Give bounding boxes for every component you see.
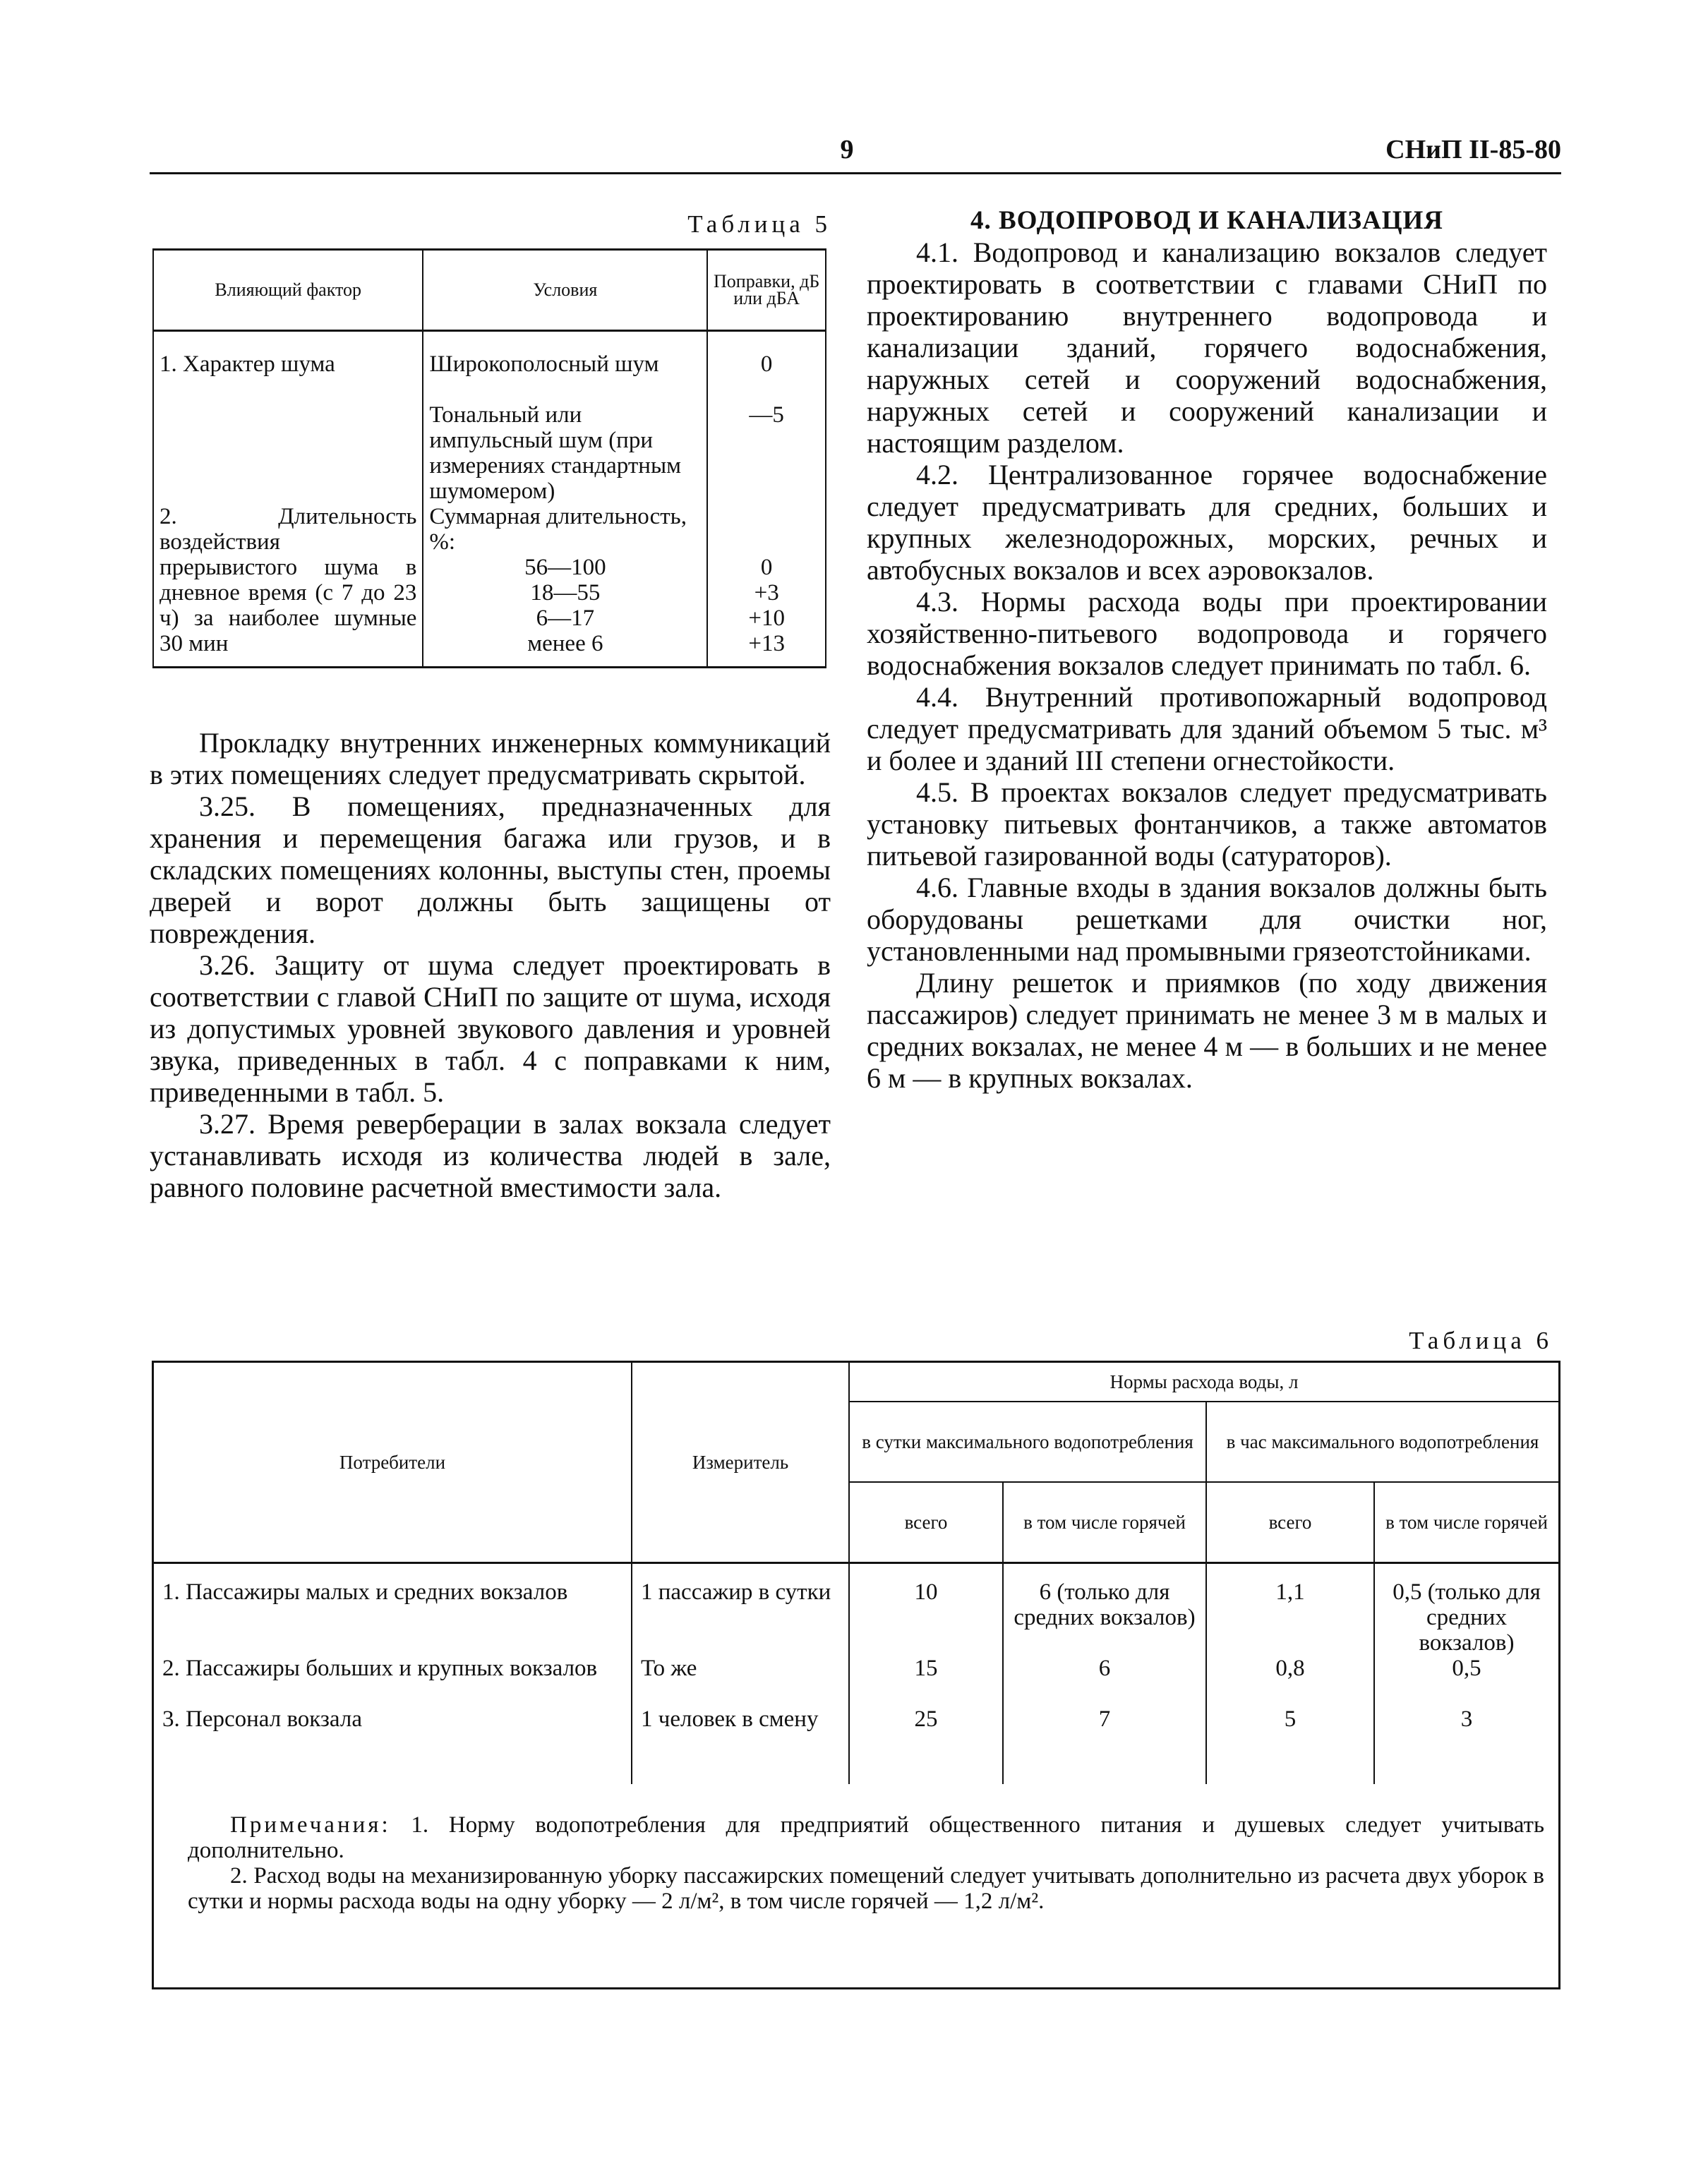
table6-notes: [188, 1812, 1544, 1914]
table6-row1-measure: 1 пассажир в сутки: [632, 1579, 849, 1656]
table5-header-factor: Влияющий фактор: [153, 250, 423, 331]
table6-header-hour-hot: в том числе горячей: [1374, 1482, 1558, 1563]
table6-row3-hour-hot: 3: [1460, 1706, 1473, 1732]
table6-header-consumers: Потребители: [154, 1362, 632, 1563]
table5-row2-val2: 0: [707, 555, 826, 580]
table-row: [154, 1656, 1558, 1706]
table6-note-1: 1. Норму водопотребления для предприятий общественного питания и душевых следует учитывать дополнительно.: [188, 1812, 1544, 1863]
table6-row3-consumer: 3. Персонал вокзала: [154, 1706, 632, 1784]
table5-row2-cond5: менее 6: [423, 631, 707, 668]
table5-row1-cond1: Широкополосный шум: [423, 351, 707, 402]
table6-row1-day-hot: 6 (только для средних вокзалов): [1003, 1579, 1206, 1656]
section-4-paragraph-3: 4.3. Нормы расхода воды при проектировании хозяйственно-питьевого водопровода и горячего водоснабжения вокзалов следует принимать по табл. 6.: [867, 586, 1547, 681]
table6-header-day-total: всего: [849, 1482, 1003, 1563]
table6-row3-day-hot: 7: [1003, 1706, 1206, 1784]
section-4-title: 4. ВОДОПРОВОД И КАНАЛИЗАЦИЯ: [970, 206, 1444, 235]
table-row: [154, 1579, 1558, 1656]
table5-row2-cond3: 18—55: [423, 580, 707, 606]
table6-row1-day-total: 10: [849, 1579, 1003, 1656]
table6: [152, 1361, 1560, 1989]
table6-header-norms: Нормы расхода воды, л: [849, 1362, 1558, 1402]
left-paragraph-1: Прокладку внутренних инженерных коммуникаций в этих помещениях следует предусматривать скрытой.: [150, 727, 831, 790]
table6-row2-hour-total: 0,8: [1206, 1656, 1374, 1706]
header-rule: [150, 172, 1561, 174]
table5-row2-cond1: Суммарная длительность, %:: [423, 504, 707, 555]
left-column-text: [150, 727, 831, 1203]
table6-row3-hour-total: 5: [1206, 1706, 1374, 1784]
table5-row1-val2: —5: [707, 402, 826, 504]
table5-header-conditions: Условия: [423, 250, 707, 331]
table5: [152, 248, 826, 675]
table5-row2-cond4: 6—17: [423, 606, 707, 631]
table5-row2-val4: +10: [707, 606, 826, 631]
table5-row1-cond2: Тональный или импульсный шум (при измерениях стандартным шумомером): [423, 402, 707, 504]
table6-row1-hour-total: 1,1: [1206, 1579, 1374, 1656]
table6-header-measure: Измеритель: [632, 1362, 849, 1563]
table6-row2-hour-hot: 0,5: [1452, 1656, 1481, 1681]
document-code: СНиП II-85-80: [1385, 135, 1561, 164]
left-paragraph-3: 3.26. Защиту от шума следует проектировать в соответствии с главой СНиП по защите от шума, исходя из допустимых уровней звукового давления и уровней звука, приведенных в табл. 4 с поправками к ним, приведенными в табл. 5.: [150, 949, 831, 1108]
table6-row2-day-hot: 6: [1003, 1656, 1206, 1706]
table6-notes-label: Примечания:: [230, 1812, 391, 1838]
table6-row2-consumer: 2. Пассажиры больших и крупных вокзалов: [154, 1656, 632, 1706]
table5-grid: [152, 248, 826, 668]
table6-note-2: 2. Расход воды на механизированную уборку пассажирских помещений следует учитывать дополнительно из расчета двух уборок в сутки и нормы расхода воды на одну уборку — 2 л/м², в том числе горячей — 1,2 л/м².: [188, 1863, 1544, 1914]
section-4-paragraph-1: 4.1. Водопровод и канализацию вокзалов следует проектировать в соответствии с главами СНиП по проектированию внутреннего водопровода и канализации зданий, горячего водоснабжения, наружных сетей и сооружений водоснабжения, наружных сетей и сооружений канализации и настоящим разделом.: [867, 236, 1547, 459]
section-4: [867, 205, 1547, 1094]
left-paragraph-2: 3.25. В помещениях, предназначенных для хранения и перемещения багажа или грузов, и в складских помещениях колонны, выступы стен, проемы дверей и ворот должны быть защищены от повреждения.: [150, 790, 831, 949]
section-4-paragraph-5: 4.5. В проектах вокзалов следует предусматривать установку питьевых фонтанчиков, а также автоматов питьевой газированной воды (сатураторов).: [867, 776, 1547, 872]
table6-header-day-hot: в том числе горячей: [1003, 1482, 1206, 1563]
table6-row1-consumer: 1. Пассажиры малых и средних вокзалов: [154, 1579, 632, 1656]
table5-header-correction: Поправки, дБ или дБА: [707, 250, 826, 331]
table6-header-per-hour: в час максимального водопотребления: [1206, 1402, 1558, 1482]
table5-row2-val1: [707, 504, 826, 555]
page-number: 9: [840, 135, 854, 164]
section-4-paragraph-4: 4.4. Внутренний противопожарный водопровод следует предусматривать для зданий объемом 5 тыс. м³ и более и зданий III степени огнестойкости.: [867, 681, 1547, 776]
table6-row3-measure: 1 человек в смену: [632, 1706, 849, 1784]
table5-row2-factor: 2. Длительность воздействия прерывистого шума в дневное время (с 7 до 23 ч) за наиболее шумные 30 мин: [153, 504, 423, 668]
table5-row2-val3: +3: [707, 580, 826, 606]
section-4-paragraph-6: 4.6. Главные входы в здания вокзалов должны быть оборудованы решетками для очистки ног, установленными над промывными грязеотстойниками.: [867, 872, 1547, 967]
table5-row1-factor: 1. Характер шума: [153, 351, 423, 504]
section-4-paragraph-7: Длину решеток и приямков (по ходу движения пассажиров) следует принимать не менее 3 м в малых и средних вокзалах, не менее 4 м — в больших и не менее 6 м — в крупных вокзалах.: [867, 967, 1547, 1094]
table5-row2-cond2: 56—100: [423, 555, 707, 580]
table5-caption: Таблица 5: [687, 210, 831, 238]
left-paragraph-4: 3.27. Время реверберации в залах вокзала следует устанавливать исходя из количества людей в зале, равного половине расчетной вместимости зала.: [150, 1108, 831, 1203]
table6-header-hour-total: всего: [1206, 1482, 1374, 1563]
table6-row2-measure: То же: [632, 1656, 849, 1706]
table5-row2-val5: +13: [707, 631, 826, 668]
table6-grid: [154, 1361, 1558, 1784]
table6-row2-day-total: 15: [849, 1656, 1003, 1706]
table6-row3-day-total: 25: [849, 1706, 1003, 1784]
table6-row1-hour-hot: 0,5 (только для средних вокзалов): [1393, 1579, 1541, 1656]
table6-header-per-day: в сутки максимального водопотребления: [849, 1402, 1206, 1482]
table-row: [154, 1706, 1558, 1784]
section-4-paragraph-2: 4.2. Централизованное горячее водоснабжение следует предусматривать для средних, больших и крупных железнодорожных, морских, речных и автобусных вокзалов и всех аэровокзалов.: [867, 459, 1547, 586]
table5-row1-val1: 0: [707, 351, 826, 402]
table6-caption: Таблица 6: [1409, 1327, 1553, 1354]
